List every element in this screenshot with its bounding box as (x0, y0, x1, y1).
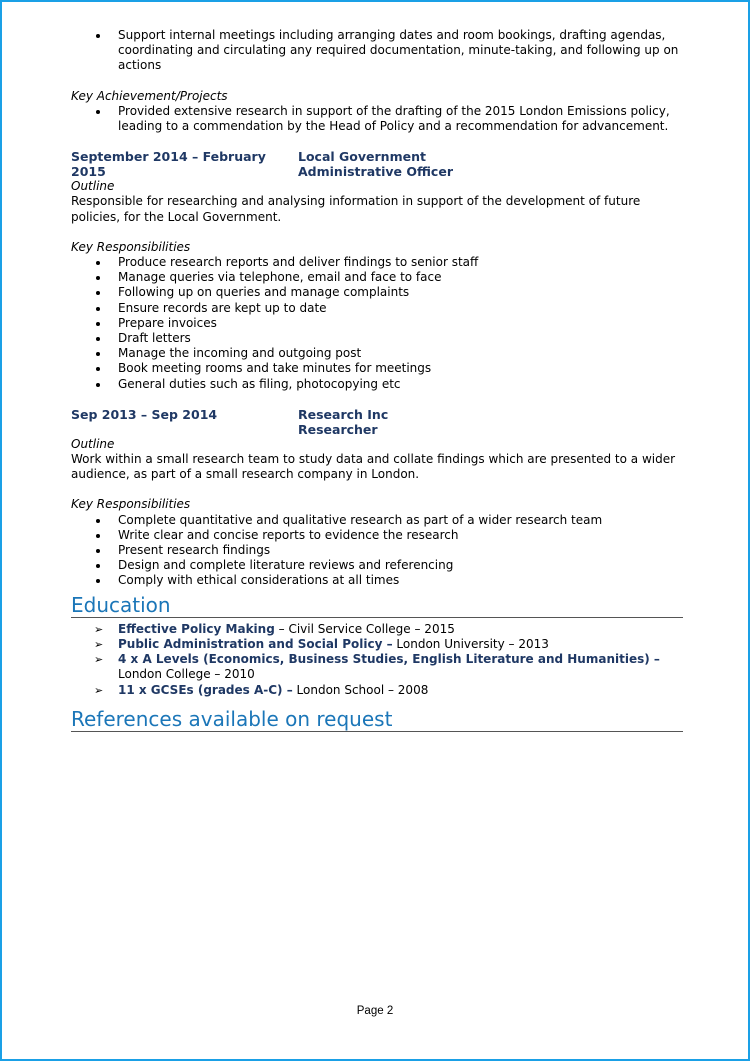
job-employer: Research Inc (298, 406, 389, 422)
job-employer: Local Government (298, 149, 426, 165)
qualification-name: 4 x A Levels (Economics, Business Studies, English Literature and Humanities) – (118, 652, 660, 667)
qualification-detail: – Civil Service College – 2015 (274, 621, 455, 636)
list-item: Following up on queries and manage complaints (118, 285, 683, 300)
education-item (94, 636, 683, 652)
list-item: General duties such as filing, photocopying etc (118, 377, 683, 392)
outline-text: Work within a small research team to study data and collate findings which are presented to a wider audience, as part of a small research company in London. (71, 452, 676, 482)
responsibility-list (71, 513, 683, 589)
arrow-bullet-icon: ➢ (94, 653, 104, 667)
outline-label: Outline (71, 179, 115, 194)
page-number: Page 2 (356, 1005, 394, 1017)
references-heading: References available on request (71, 708, 683, 732)
responsibility-list (71, 255, 683, 392)
list-item: Present research findings (118, 543, 683, 558)
arrow-bullet-icon: ➢ (94, 683, 104, 697)
arrow-bullet-icon: ➢ (94, 637, 104, 651)
qualification-name: 11 x GCSEs (grades A-C) – (118, 682, 293, 697)
achievement-label: Key Achievement/Projects (71, 88, 228, 103)
job-title: Researcher (298, 421, 378, 437)
responsibility-list (71, 28, 683, 74)
outline-text: Responsible for researching and analysing information in support of the development of future policies, for the Local Government. (71, 194, 641, 224)
job-header (71, 407, 683, 437)
education-item (94, 621, 683, 637)
job-title: Administrative Officer (298, 164, 453, 180)
education-item (94, 682, 683, 698)
list-item: Manage the incoming and outgoing post (118, 346, 683, 361)
education-list (71, 622, 683, 698)
qualification-detail: London College – 2010 (118, 667, 255, 682)
list-item: Ensure records are kept up to date (118, 301, 683, 316)
job-dates: Sep 2013 – Sep 2014 (71, 406, 218, 422)
list-item: Complete quantitative and qualitative research as part of a wider research team (118, 513, 683, 528)
list-item: Design and complete literature reviews and referencing (118, 558, 683, 573)
achievement-list (71, 104, 683, 134)
list-item: Comply with ethical considerations at all times (118, 573, 683, 588)
responsibilities-label: Key Responsibilities (71, 239, 191, 254)
page-content (71, 28, 683, 732)
list-item: Draft letters (118, 331, 683, 346)
arrow-bullet-icon: ➢ (94, 622, 104, 636)
education-item (94, 652, 683, 682)
qualification-detail: London School – 2008 (292, 682, 429, 697)
responsibilities-label: Key Responsibilities (71, 497, 191, 512)
qualification-name: Effective Policy Making (118, 621, 275, 636)
job-header (71, 149, 683, 179)
list-item: Manage queries via telephone, email and face to face (118, 270, 683, 285)
list-item: Produce research reports and deliver findings to senior staff (118, 255, 683, 270)
outline-label: Outline (71, 436, 115, 451)
list-item: Support internal meetings including arranging dates and room bookings, drafting agendas, coordinating and circulating any required documentation, minute-taking, and following up on actions (118, 28, 683, 74)
job-dates: September 2014 – February 2015 (71, 149, 266, 180)
list-item: Prepare invoices (118, 316, 683, 331)
qualification-name: Public Administration and Social Policy – (118, 636, 393, 651)
list-item: Provided extensive research in support of the drafting of the 2015 London Emissions policy, leading to a commendation by the Head of Policy and a recommendation for advancement. (118, 104, 683, 134)
qualification-detail: London University – 2013 (392, 636, 549, 651)
education-heading: Education (71, 594, 683, 618)
list-item: Write clear and concise reports to evidence the research (118, 528, 683, 543)
list-item: Book meeting rooms and take minutes for meetings (118, 361, 683, 376)
